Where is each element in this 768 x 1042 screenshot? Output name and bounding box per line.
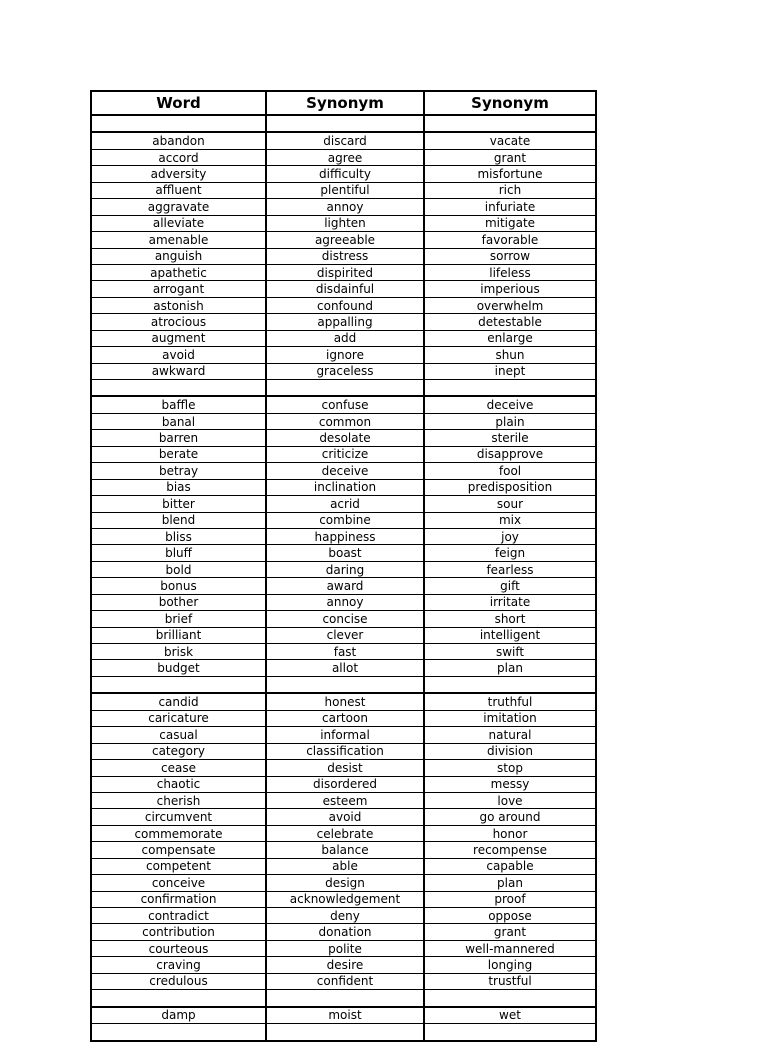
synonym-2-cell: predisposition: [424, 479, 596, 495]
synonym-2-cell: disapprove: [424, 446, 596, 462]
word-cell: atrocious: [91, 314, 266, 330]
synonym-2-cell: imitation: [424, 710, 596, 726]
word-cell: chaotic: [91, 776, 266, 792]
word-cell: barren: [91, 430, 266, 446]
synonym-2-cell: mitigate: [424, 215, 596, 231]
synonym-1-cell: deceive: [266, 463, 424, 479]
table-row: [91, 347, 596, 363]
word-cell: confirmation: [91, 891, 266, 907]
synonym-1-cell: boast: [266, 545, 424, 561]
synonym-2-cell: longing: [424, 957, 596, 973]
word-cell: damp: [91, 1007, 266, 1024]
word-cell: amenable: [91, 232, 266, 248]
synonym-2-cell: sour: [424, 496, 596, 512]
word-cell: baffle: [91, 396, 266, 413]
synonym-2-cell: well-mannered: [424, 940, 596, 956]
table-row: [91, 594, 596, 610]
word-cell: arrogant: [91, 281, 266, 297]
table-row: [91, 115, 596, 132]
synonym-1-cell: inclination: [266, 479, 424, 495]
table-row: [91, 479, 596, 495]
synonym-2-cell: mix: [424, 512, 596, 528]
synonym-2-cell: infuriate: [424, 199, 596, 215]
synonym-2-cell: gift: [424, 578, 596, 594]
word-cell: bias: [91, 479, 266, 495]
synonym-1-cell: confident: [266, 973, 424, 989]
synonym-1-cell: lighten: [266, 215, 424, 231]
synonym-2-cell: truthful: [424, 693, 596, 710]
synonym-table: [90, 90, 597, 1042]
word-cell: banal: [91, 413, 266, 429]
table-row: [91, 611, 596, 627]
word-cell: adversity: [91, 166, 266, 182]
word-cell: [91, 380, 266, 397]
table-row: [91, 430, 596, 446]
synonym-2-cell: [424, 1024, 596, 1041]
synonym-1-cell: cartoon: [266, 710, 424, 726]
word-cell: bold: [91, 561, 266, 577]
synonym-1-cell: confuse: [266, 396, 424, 413]
table-row: [91, 215, 596, 231]
word-cell: circumvent: [91, 809, 266, 825]
table-row: [91, 363, 596, 379]
word-cell: contradict: [91, 908, 266, 924]
table-row: [91, 743, 596, 759]
synonym-1-cell: ignore: [266, 347, 424, 363]
synonym-2-cell: rich: [424, 182, 596, 198]
table-row: [91, 842, 596, 858]
synonym-1-cell: esteem: [266, 792, 424, 808]
synonym-2-cell: imperious: [424, 281, 596, 297]
synonym-2-cell: short: [424, 611, 596, 627]
table-row: [91, 940, 596, 956]
table-row: [91, 1007, 596, 1024]
synonym-1-cell: daring: [266, 561, 424, 577]
table-row: [91, 660, 596, 676]
table-row: [91, 693, 596, 710]
word-cell: astonish: [91, 297, 266, 313]
word-cell: bitter: [91, 496, 266, 512]
table-row: [91, 957, 596, 973]
synonym-2-cell: sorrow: [424, 248, 596, 264]
synonym-1-cell: agreeable: [266, 232, 424, 248]
table-row: [91, 149, 596, 165]
word-cell: bluff: [91, 545, 266, 561]
table-row: [91, 413, 596, 429]
synonym-1-cell: fast: [266, 644, 424, 660]
synonym-2-cell: recompense: [424, 842, 596, 858]
word-cell: apathetic: [91, 264, 266, 280]
synonym-1-cell: [266, 115, 424, 132]
synonym-2-cell: feign: [424, 545, 596, 561]
synonym-1-cell: [266, 676, 424, 693]
synonym-2-cell: grant: [424, 149, 596, 165]
table-row: [91, 132, 596, 149]
synonym-2-cell: go around: [424, 809, 596, 825]
word-cell: augment: [91, 330, 266, 346]
table-row: [91, 760, 596, 776]
synonym-1-cell: criticize: [266, 446, 424, 462]
word-cell: craving: [91, 957, 266, 973]
table-row: [91, 166, 596, 182]
synonym-1-cell: disdainful: [266, 281, 424, 297]
table-row: [91, 776, 596, 792]
synonym-2-cell: division: [424, 743, 596, 759]
synonym-1-cell: design: [266, 875, 424, 891]
synonym-2-cell: [424, 676, 596, 693]
synonym-2-cell: inept: [424, 363, 596, 379]
table-row: [91, 809, 596, 825]
table-row: [91, 627, 596, 643]
synonym-1-cell: discard: [266, 132, 424, 149]
synonym-1-cell: classification: [266, 743, 424, 759]
table-row: [91, 578, 596, 594]
synonym-2-cell: sterile: [424, 430, 596, 446]
word-cell: awkward: [91, 363, 266, 379]
synonym-1-cell: donation: [266, 924, 424, 940]
synonym-2-cell: detestable: [424, 314, 596, 330]
synonym-1-cell: allot: [266, 660, 424, 676]
word-cell: caricature: [91, 710, 266, 726]
synonym-2-cell: favorable: [424, 232, 596, 248]
synonym-2-cell: swift: [424, 644, 596, 660]
synonym-1-cell: plentiful: [266, 182, 424, 198]
synonym-2-cell: misfortune: [424, 166, 596, 182]
synonym-1-cell: honest: [266, 693, 424, 710]
synonym-2-cell: enlarge: [424, 330, 596, 346]
word-cell: commemorate: [91, 825, 266, 841]
synonym-1-cell: balance: [266, 842, 424, 858]
synonym-2-cell: capable: [424, 858, 596, 874]
word-cell: bother: [91, 594, 266, 610]
synonym-2-cell: plan: [424, 660, 596, 676]
synonym-2-cell: overwhelm: [424, 297, 596, 313]
synonym-1-cell: combine: [266, 512, 424, 528]
table-row: [91, 281, 596, 297]
synonym-1-cell: distress: [266, 248, 424, 264]
word-cell: bliss: [91, 528, 266, 544]
table-row: [91, 727, 596, 743]
word-cell: contribution: [91, 924, 266, 940]
synonym-1-cell: [266, 380, 424, 397]
synonym-2-cell: lifeless: [424, 264, 596, 280]
table-row: [91, 199, 596, 215]
synonym-2-cell: irritate: [424, 594, 596, 610]
synonym-1-cell: informal: [266, 727, 424, 743]
synonym-2-cell: fool: [424, 463, 596, 479]
synonym-1-cell: deny: [266, 908, 424, 924]
word-cell: cease: [91, 760, 266, 776]
header-word: Word: [91, 91, 266, 115]
header-synonym-2: Synonym: [424, 91, 596, 115]
word-cell: category: [91, 743, 266, 759]
word-cell: [91, 1024, 266, 1041]
word-cell: budget: [91, 660, 266, 676]
word-cell: aggravate: [91, 199, 266, 215]
synonym-1-cell: happiness: [266, 528, 424, 544]
word-cell: abandon: [91, 132, 266, 149]
word-cell: [91, 990, 266, 1007]
word-cell: conceive: [91, 875, 266, 891]
table-row: [91, 528, 596, 544]
table-row: [91, 875, 596, 891]
synonym-2-cell: honor: [424, 825, 596, 841]
synonym-1-cell: award: [266, 578, 424, 594]
synonym-1-cell: desolate: [266, 430, 424, 446]
table-row: [91, 314, 596, 330]
word-cell: courteous: [91, 940, 266, 956]
synonym-1-cell: celebrate: [266, 825, 424, 841]
table-row: [91, 710, 596, 726]
word-cell: brilliant: [91, 627, 266, 643]
table-row: [91, 792, 596, 808]
synonym-2-cell: natural: [424, 727, 596, 743]
table-row: [91, 182, 596, 198]
synonym-1-cell: clever: [266, 627, 424, 643]
synonym-1-cell: agree: [266, 149, 424, 165]
table-row: [91, 1024, 596, 1041]
synonym-2-cell: vacate: [424, 132, 596, 149]
table-row: [91, 924, 596, 940]
synonym-1-cell: add: [266, 330, 424, 346]
table-row: [91, 825, 596, 841]
word-cell: [91, 676, 266, 693]
synonym-1-cell: desist: [266, 760, 424, 776]
synonym-1-cell: avoid: [266, 809, 424, 825]
word-cell: candid: [91, 693, 266, 710]
word-cell: credulous: [91, 973, 266, 989]
word-cell: blend: [91, 512, 266, 528]
table-row: [91, 396, 596, 413]
synonym-2-cell: [424, 380, 596, 397]
word-cell: brisk: [91, 644, 266, 660]
synonym-1-cell: dispirited: [266, 264, 424, 280]
synonym-2-cell: plain: [424, 413, 596, 429]
table-row: [91, 330, 596, 346]
synonym-2-cell: proof: [424, 891, 596, 907]
synonym-2-cell: stop: [424, 760, 596, 776]
synonym-1-cell: annoy: [266, 199, 424, 215]
table-row: [91, 380, 596, 397]
table-body: [91, 115, 596, 1041]
word-cell: cherish: [91, 792, 266, 808]
table-row: [91, 232, 596, 248]
synonym-1-cell: polite: [266, 940, 424, 956]
synonym-1-cell: difficulty: [266, 166, 424, 182]
synonym-2-cell: wet: [424, 1007, 596, 1024]
synonym-1-cell: acknowledgement: [266, 891, 424, 907]
synonym-1-cell: graceless: [266, 363, 424, 379]
synonym-1-cell: appalling: [266, 314, 424, 330]
table-row: [91, 264, 596, 280]
synonym-1-cell: confound: [266, 297, 424, 313]
synonym-1-cell: moist: [266, 1007, 424, 1024]
synonym-2-cell: intelligent: [424, 627, 596, 643]
word-cell: anguish: [91, 248, 266, 264]
header-row: [91, 91, 596, 115]
synonym-2-cell: joy: [424, 528, 596, 544]
word-cell: bonus: [91, 578, 266, 594]
synonym-2-cell: shun: [424, 347, 596, 363]
word-cell: betray: [91, 463, 266, 479]
synonym-1-cell: concise: [266, 611, 424, 627]
word-cell: [91, 115, 266, 132]
synonym-1-cell: desire: [266, 957, 424, 973]
table-row: [91, 297, 596, 313]
table-row: [91, 908, 596, 924]
synonym-1-cell: disordered: [266, 776, 424, 792]
table-row: [91, 561, 596, 577]
synonym-1-cell: [266, 1024, 424, 1041]
table-row: [91, 990, 596, 1007]
word-cell: alleviate: [91, 215, 266, 231]
word-cell: compensate: [91, 842, 266, 858]
synonym-1-cell: [266, 990, 424, 1007]
table-row: [91, 446, 596, 462]
table-row: [91, 545, 596, 561]
synonym-2-cell: [424, 990, 596, 1007]
word-cell: accord: [91, 149, 266, 165]
table-row: [91, 858, 596, 874]
synonym-2-cell: oppose: [424, 908, 596, 924]
synonym-2-cell: messy: [424, 776, 596, 792]
table-row: [91, 248, 596, 264]
word-cell: affluent: [91, 182, 266, 198]
table-row: [91, 676, 596, 693]
synonym-2-cell: [424, 115, 596, 132]
word-cell: berate: [91, 446, 266, 462]
word-cell: avoid: [91, 347, 266, 363]
synonym-2-cell: love: [424, 792, 596, 808]
synonym-2-cell: fearless: [424, 561, 596, 577]
synonym-1-cell: able: [266, 858, 424, 874]
table-row: [91, 512, 596, 528]
synonym-2-cell: plan: [424, 875, 596, 891]
table-row: [91, 496, 596, 512]
word-cell: competent: [91, 858, 266, 874]
table-row: [91, 973, 596, 989]
synonym-2-cell: trustful: [424, 973, 596, 989]
synonym-1-cell: common: [266, 413, 424, 429]
table-row: [91, 644, 596, 660]
word-cell: brief: [91, 611, 266, 627]
synonym-2-cell: deceive: [424, 396, 596, 413]
synonym-1-cell: acrid: [266, 496, 424, 512]
synonym-2-cell: grant: [424, 924, 596, 940]
table-row: [91, 463, 596, 479]
synonym-1-cell: annoy: [266, 594, 424, 610]
header-synonym-1: Synonym: [266, 91, 424, 115]
word-cell: casual: [91, 727, 266, 743]
table-row: [91, 891, 596, 907]
